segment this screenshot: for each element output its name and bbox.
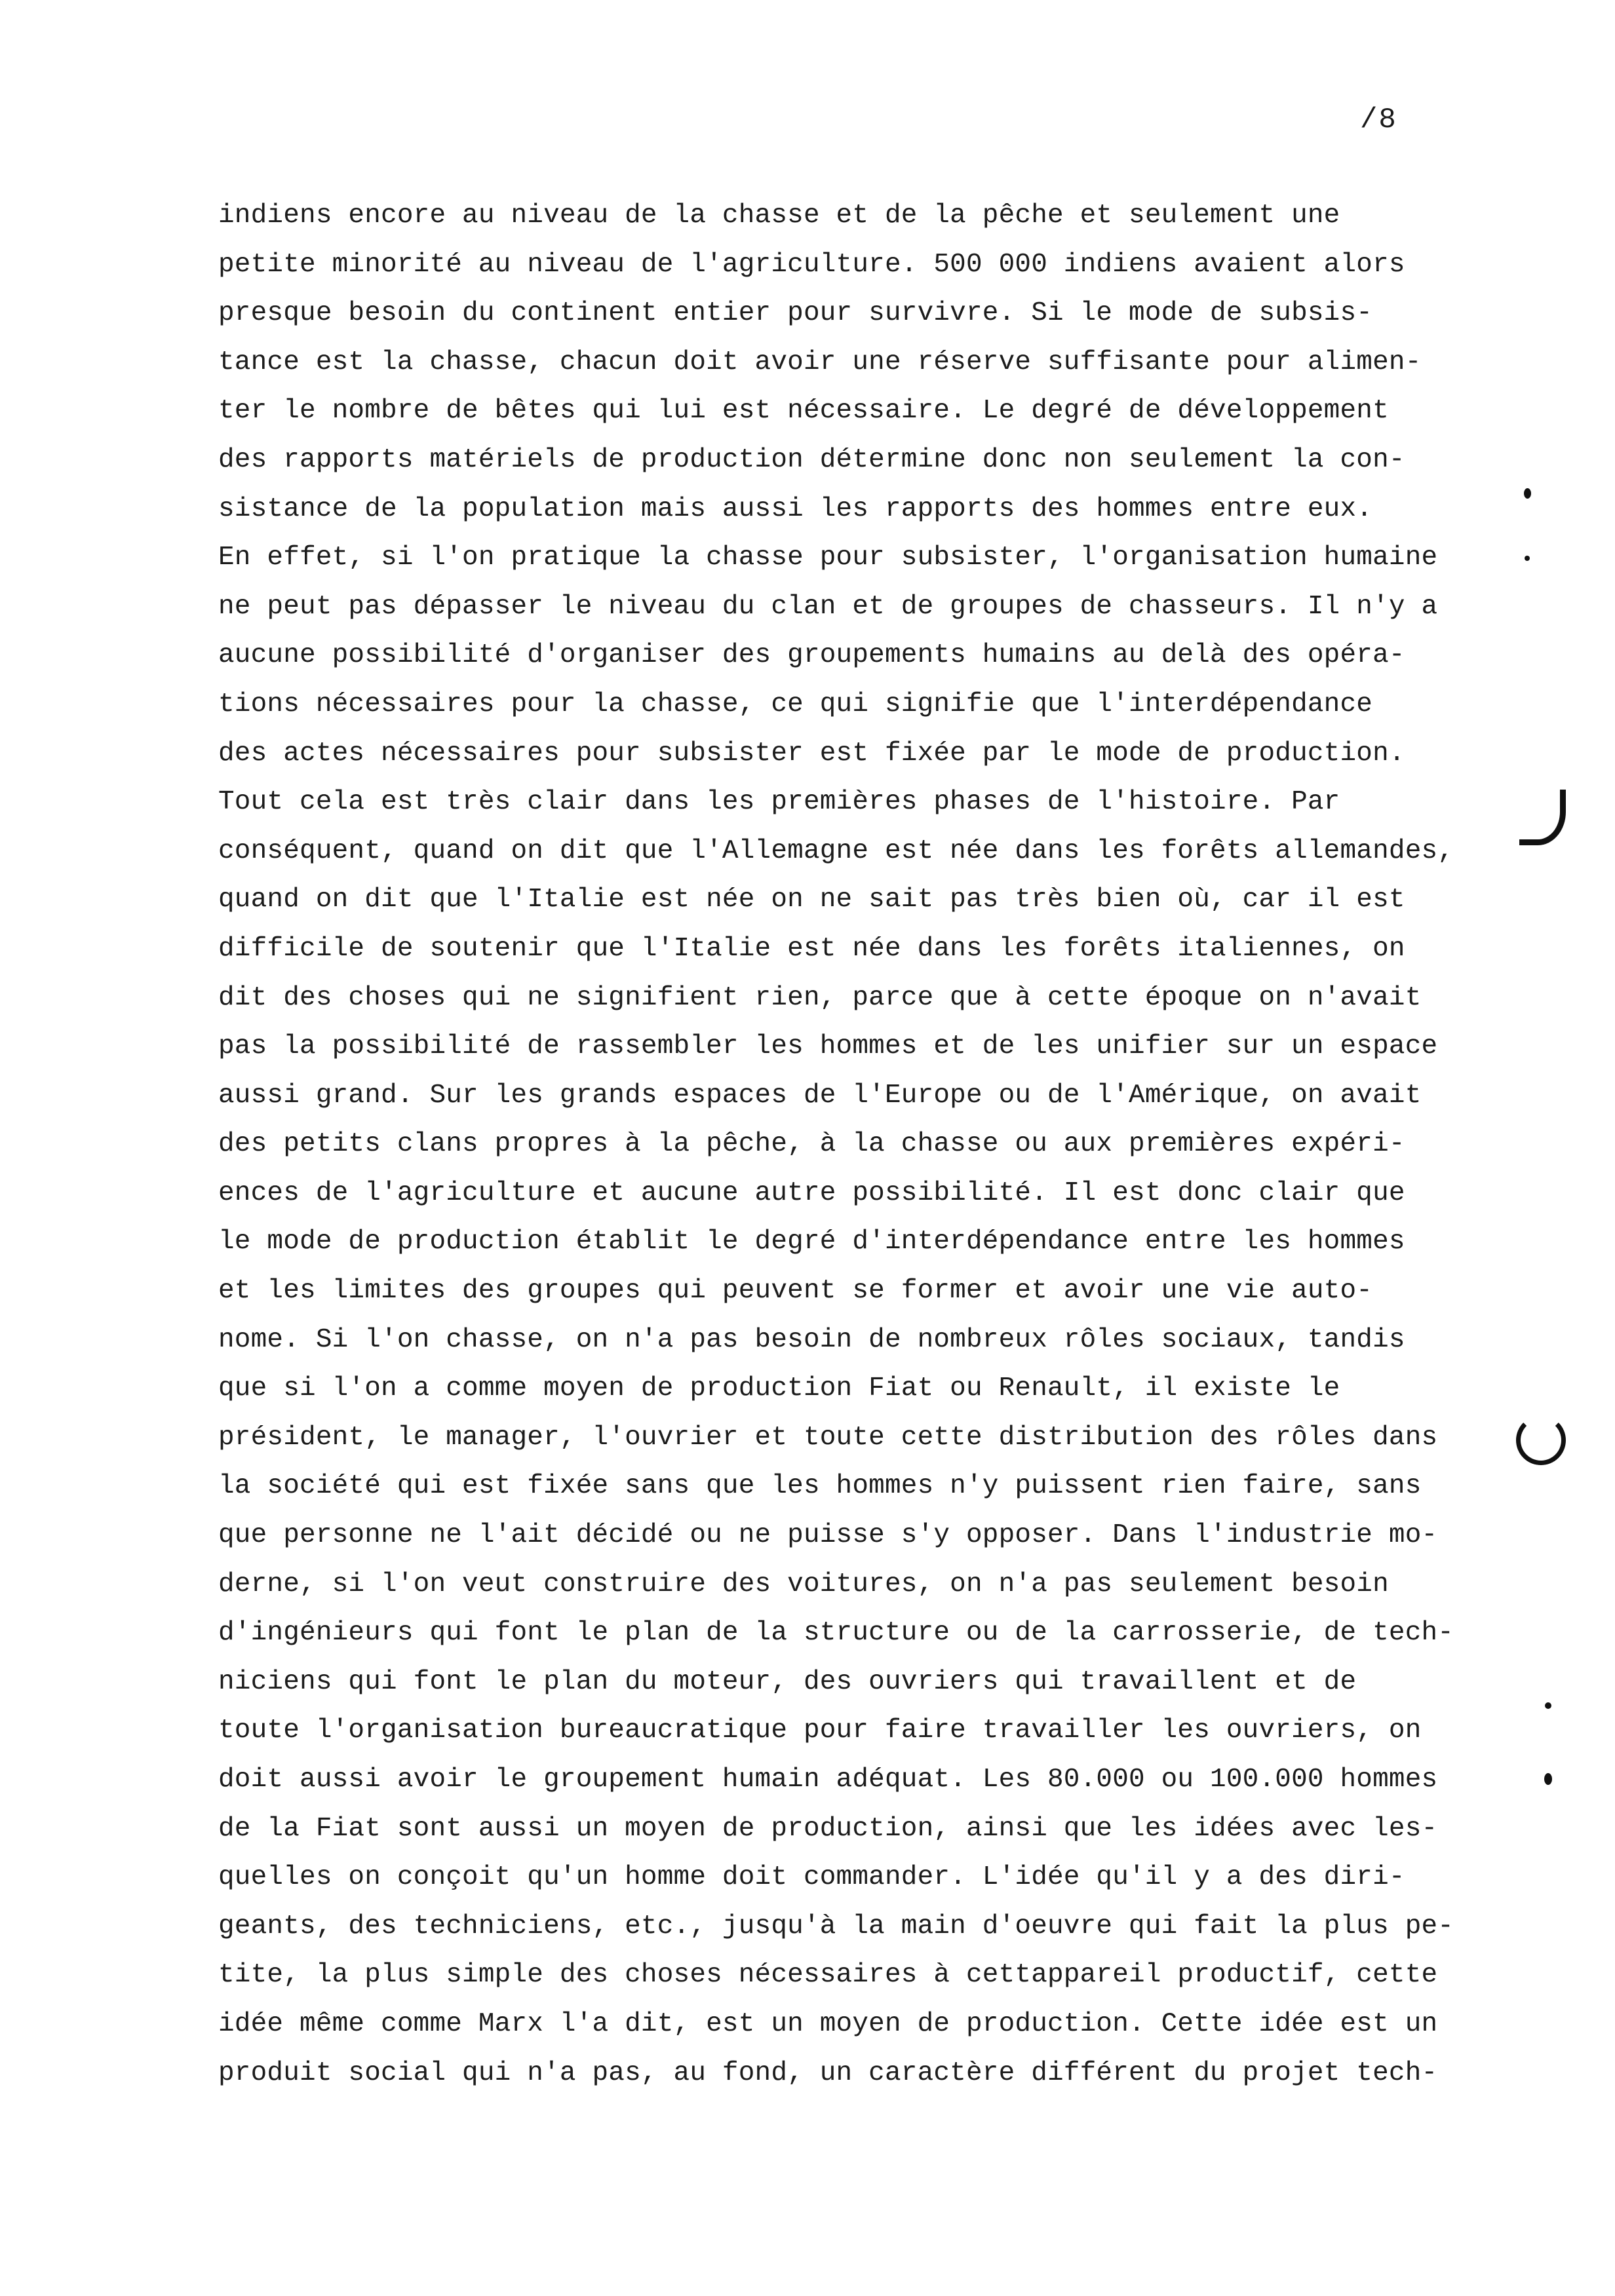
text-line: quelles on conçoit qu'un homme doit commander. L'idée qu'il y a des diri-	[218, 1862, 1405, 1893]
text-line: Tout cela est très clair dans les premières phases de l'histoire. Par	[218, 787, 1340, 818]
text-line: produit social qui n'a pas, au fond, un caractère différent du projet tech-	[218, 2057, 1438, 2088]
text-line: toute l'organisation bureaucratique pour faire travailler les ouvriers, on	[218, 1715, 1422, 1746]
text-line: nome. Si l'on chasse, on n'a pas besoin de nombreux rôles sociaux, tandis	[218, 1324, 1405, 1355]
text-line: indiens encore au niveau de la chasse et de la pêche et seulement une	[218, 201, 1340, 231]
text-line: presque besoin du continent entier pour survivre. Si le mode de subsis-	[218, 298, 1373, 329]
text-line: dit des choses qui ne signifient rien, parce que à cette époque on n'avait	[218, 982, 1422, 1013]
text-line: et les limites des groupes qui peuvent se former et avoir une vie auto-	[218, 1276, 1373, 1307]
text-line: petite minorité au niveau de l'agriculture. 500 000 indiens avaient alors	[218, 249, 1405, 280]
text-line: président, le manager, l'ouvrier et toute cette distribution des rôles dans	[218, 1422, 1438, 1453]
text-line: conséquent, quand on dit que l'Allemagne est née dans les forêts allemandes,	[218, 835, 1454, 866]
text-line: sistance de la population mais aussi les rapports des hommes entre eux.	[218, 493, 1373, 524]
text-line: tions nécessaires pour la chasse, ce qui signifie que l'interdépendance	[218, 689, 1373, 719]
margin-speck	[1544, 1773, 1552, 1785]
text-line: pas la possibilité de rassembler les hommes et de les unifier sur un espace	[218, 1031, 1438, 1062]
text-line: la société qui est fixée sans que les hommes n'y puissent rien faire, sans	[218, 1471, 1422, 1502]
text-line: que personne ne l'ait décidé ou ne puisse s'y opposer. Dans l'industrie mo-	[218, 1520, 1438, 1551]
text-line: le mode de production établit le degré d'interdépendance entre les hommes	[218, 1227, 1405, 1257]
text-line: quand on dit que l'Italie est née on ne sait pas très bien où, car il est	[218, 885, 1405, 915]
text-line: aussi grand. Sur les grands espaces de l'Europe ou de l'Amérique, on avait	[218, 1080, 1422, 1111]
text-line: ne peut pas dépasser le niveau du clan et de groupes de chasseurs. Il n'y a	[218, 591, 1438, 622]
text-line: des actes nécessaires pour subsister est fixée par le mode de production.	[218, 738, 1405, 769]
text-line: ter le nombre de bêtes qui lui est nécessaire. Le degré de développement	[218, 396, 1389, 427]
text-line: geants, des techniciens, etc., jusqu'à la main d'oeuvre qui fait la plus pe-	[218, 1911, 1454, 1942]
text-line: niciens qui font le plan du moteur, des ouvriers qui travaillent et de	[218, 1666, 1357, 1697]
text-line: aucune possibilité d'organiser des groupements humains au delà des opéra-	[218, 640, 1405, 671]
margin-speck	[1524, 488, 1531, 499]
text-line: doit aussi avoir le groupement humain adéquat. Les 80.000 ou 100.000 hommes	[218, 1765, 1438, 1795]
text-line: tance est la chasse, chacun doit avoir une réserve suffisante pour alimen-	[218, 347, 1422, 377]
text-line: tite, la plus simple des choses nécessaires à cettappareil productif, cette	[218, 1960, 1438, 1991]
text-line: En effet, si l'on pratique la chasse pour subsister, l'organisation humaine	[218, 543, 1438, 573]
text-line: des petits clans propres à la pêche, à la chasse ou aux premières expéri-	[218, 1129, 1405, 1160]
body-text	[218, 191, 1490, 2097]
text-line: idée même comme Marx l'a dit, est un moyen de production. Cette idée est un	[218, 2008, 1438, 2039]
binder-hole-ring	[1516, 1415, 1566, 1465]
text-line: difficile de soutenir que l'Italie est née dans les forêts italiennes, on	[218, 933, 1405, 964]
text-line: des rapports matériels de production détermine donc non seulement la con-	[218, 444, 1405, 475]
text-line: que si l'on a comme moyen de production Fiat ou Renault, il existe le	[218, 1373, 1340, 1404]
text-line: ences de l'agriculture et aucune autre possibilité. Il est donc clair que	[218, 1177, 1405, 1208]
binder-hole-arc	[1519, 790, 1566, 845]
margin-speck	[1545, 1702, 1551, 1709]
text-line: d'ingénieurs qui font le plan de la structure ou de la carrosserie, de tech-	[218, 1618, 1454, 1649]
margin-speck	[1525, 556, 1530, 561]
page-number: /8	[1360, 104, 1397, 136]
text-line: derne, si l'on veut construire des voitures, on n'a pas seulement besoin	[218, 1569, 1389, 1599]
text-line: de la Fiat sont aussi un moyen de production, ainsi que les idées avec les-	[218, 1813, 1438, 1844]
